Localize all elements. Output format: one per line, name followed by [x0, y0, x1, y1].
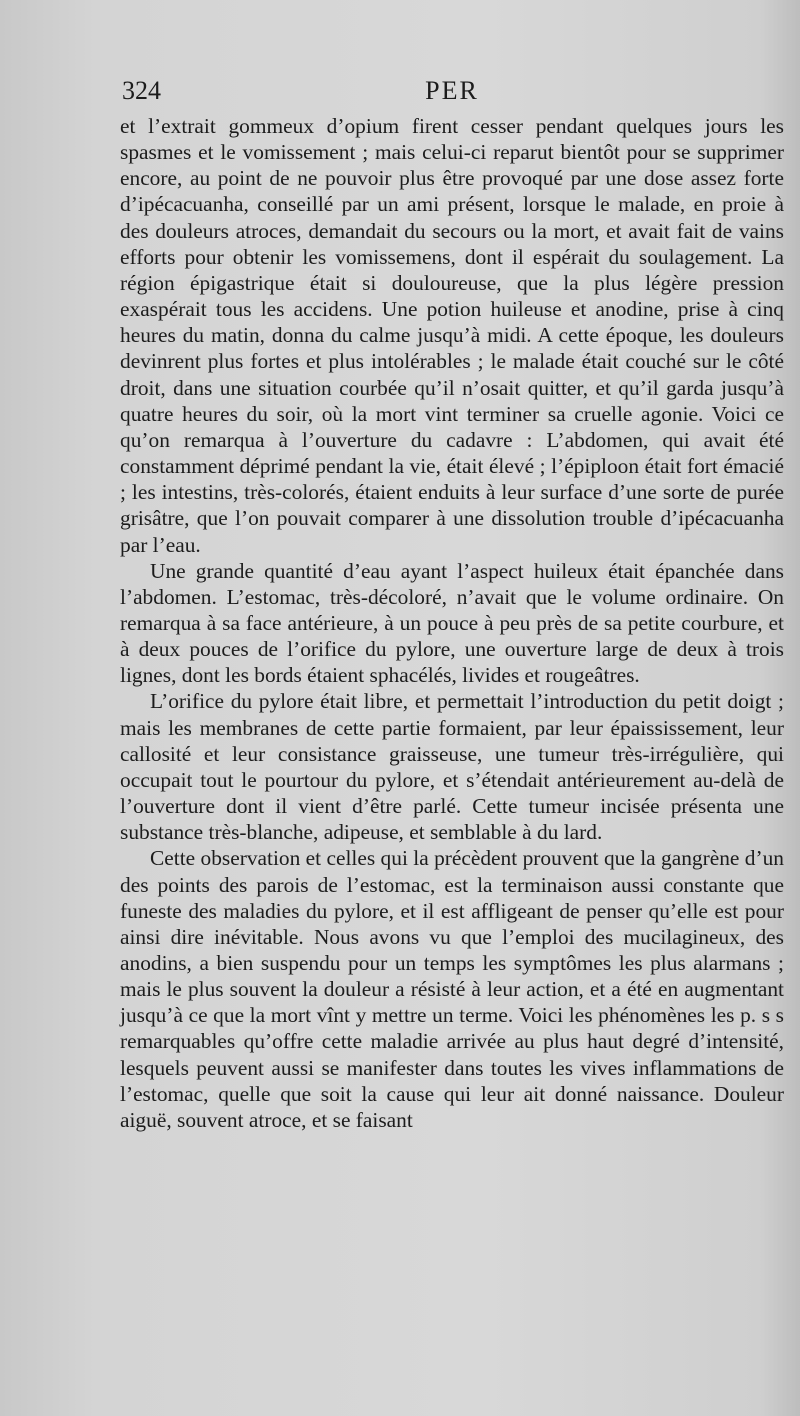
- page-header: [122, 76, 782, 110]
- page-number: 324: [122, 76, 161, 105]
- paragraph: Une grande quantité d’eau ayant l’aspect huileux était épanchée dans l’abdomen. L’estomac, très-décoloré, n’avait que le volume ordinaire. On remarqua à sa face antérieure, à un pouce à peu près de sa petite courbure, et à deux pouces de l’orifice du pylore, une ouverture large de deux à trois lignes, dont les bords étaient sphacélés, livides et rougeâtres.: [120, 558, 784, 688]
- paragraph: et l’extrait gommeux d’opium firent cesser pendant quelques jours les spasmes et le vomissement ; mais celui-ci reparut bientôt pour se supprimer encore, au point de ne pouvoir plus être provoqué par une dose assez forte d’ipécacuanha, conseillé par un ami présent, lorsque le malade, en proie à des douleurs atroces, demandait du secours ou la mort, et avait fait de vains efforts pour obtenir les vomissemens, dont il espérait du soulagement. La région épigastrique était si douloureuse, que la plus légère pression exaspérait tous les accidens. Une potion huileuse et anodine, prise à cinq heures du matin, donna du calme jusqu’à midi. A cette époque, les douleurs devinrent plus fortes et plus intolérables ; le malade était couché sur le côté droit, dans une situation courbée qu’il n’osait quitter, et qu’il garda jusqu’à quatre heures du soir, où la mort vint terminer sa cruelle agonie. Voici ce qu’on remarqua à l’ouverture du cadavre : L’abdomen, qui avait été constamment déprimé pendant la vie, était élevé ; l’épiploon était fort émacié ; les intestins, très-colorés, étaient enduits à leur surface d’une sorte de purée grisâtre, que l’on pouvait comparer à une dissolution trouble d’ipécacuanha par l’eau.: [120, 114, 784, 557]
- body-text: [120, 113, 784, 1133]
- paragraph: L’orifice du pylore était libre, et permettait l’introduction du petit doigt ; mais les membranes de cette partie formaient, par leur épaississement, leur callosité et leur consistance graisseuse, une tumeur très-irrégulière, qui occupait tout le pourtour du pylore, et s’étendait antérieurement au-delà de l’ouverture dont il vient d’être parlé. Cette tumeur incisée présenta une substance très-blanche, adipeuse, et semblable à du lard.: [120, 689, 784, 845]
- running-head: PER: [425, 76, 479, 105]
- paragraph: Cette observation et celles qui la précèdent prouvent que la gangrène d’un des points des parois de l’estomac, est la terminaison aussi constante que funeste des maladies du pylore, et il est affligeant de penser qu’elle est pour ainsi dire inévitable. Nous avons vu que l’emploi des mucilagineux, des anodins, a bien suspendu pour un temps les symptômes les plus alarmans ; mais le plus souvent la douleur a résisté à leur action, et a été en augmentant jusqu’à ce que la mort vînt y mettre un terme. Voici les phénomènes les p. s s remarquables qu’offre cette maladie arrivée au plus haut degré d’intensité, lesquels peuvent aussi se manifester dans toutes les vives inflammations de l’estomac, quelle que soit la cause qui leur ait donné naissance. Douleur aiguë, souvent atroce, et se faisant: [120, 846, 784, 1132]
